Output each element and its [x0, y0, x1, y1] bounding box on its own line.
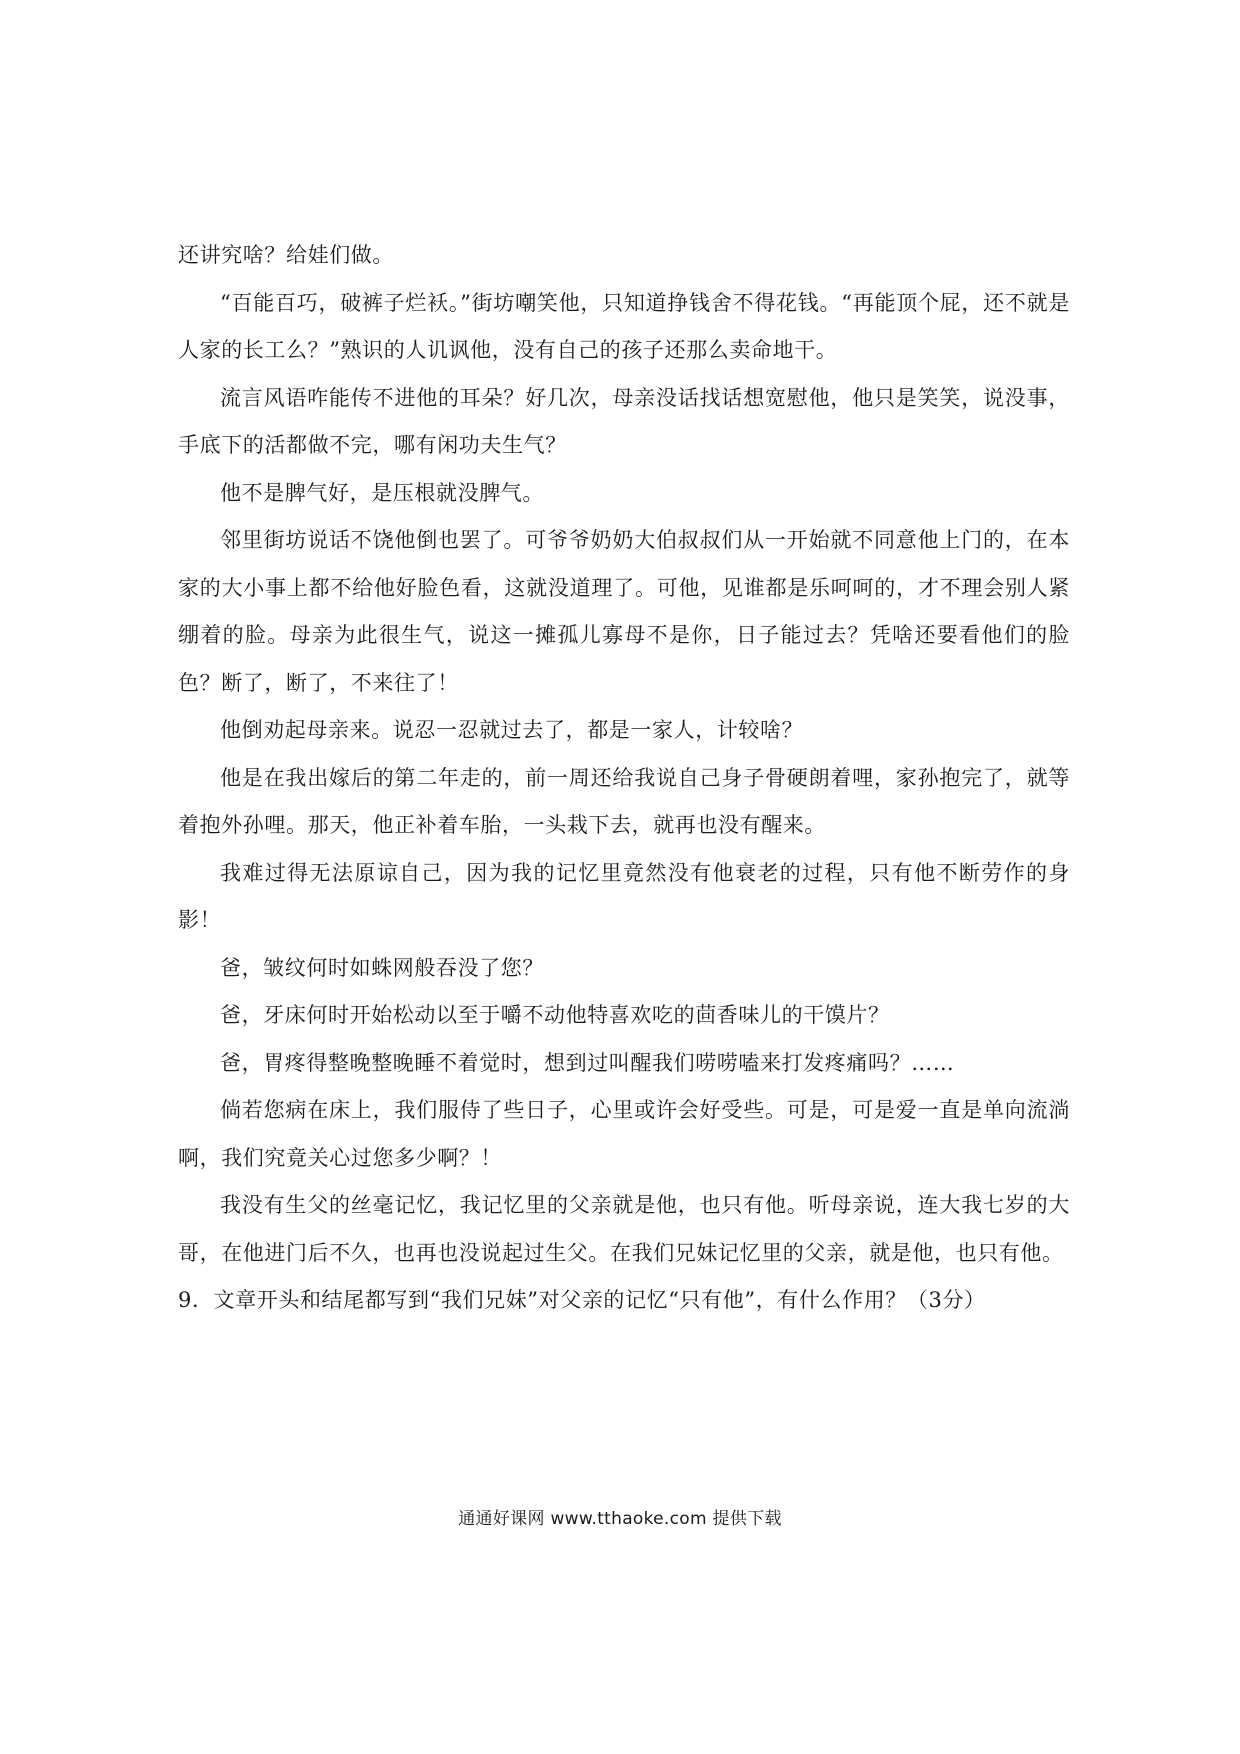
paragraph: 爸，皱纹何时如蛛网般吞没了您？ [220, 955, 544, 980]
article-body [178, 232, 1070, 1325]
paragraph: 他是在我出嫁后的第二年走的，前一周还给我说自己身子骨硬朗着哩，家孙抱完了，就等着抱外孙哩。那天，他正补着车胎，一头栽下去，就再也没有醒来。 [178, 765, 1070, 837]
paragraph: 我没有生父的丝毫记忆，我记忆里的父亲就是他，也只有他。听母亲说，连大我七岁的大哥，在他进门后不久，也再也没说起过生父。在我们兄妹记忆里的父亲，就是他，也只有他。 [178, 1193, 1070, 1265]
paragraph: 还讲究啥？给娃们做。 [178, 243, 394, 267]
paragraph: 他倒劝起母亲来。说忍一忍就过去了，都是一家人，计较啥？ [220, 718, 804, 742]
paragraph: 爸，牙床何时开始松动以至于嚼不动他特喜欢吃的茴香味儿的干馍片？ [220, 1003, 890, 1027]
paragraph: 邻里街坊说话不饶他倒也罢了。可爷爷奶奶大伯叔叔们从一开始就不同意他上门的，在本家的大小事上都不给他好脸色看，这就没道理了。可他，见谁都是乐呵呵的，才不理会别人紧绷着的脸。母亲为此很生气，说这一摊孤儿寡母不是你，日子能过去？凭啥还要看他们的脸色？断了，断了，不来往了！ [178, 528, 1070, 695]
paragraph: “百能百巧，破裤子烂袄。”街坊嘲笑他，只知道挣钱舍不得花钱。“再能顶个屁，还不就是人家的长工么？”熟识的人讥讽他，没有自己的孩子还那么卖命地干。 [178, 290, 1070, 362]
paragraph: 倘若您病在床上，我们服侍了些日子，心里或许会好受些。可是，可是爱一直是单向流淌啊，我们究竟关心过您多少啊？！ [178, 1098, 1070, 1170]
paragraph: 我难过得无法原谅自己，因为我的记忆里竟然没有他衰老的过程，只有他不断劳作的身影！ [178, 860, 1070, 932]
paragraph: 爸，胃疼得整晚整晚睡不着觉时，想到过叫醒我们唠唠嗑来打发疼痛吗？…… [220, 1050, 955, 1075]
page-footer: 通通好课网 www.tthaoke.com 提供下载 [458, 1509, 782, 1529]
paragraph: 流言风语咋能传不进他的耳朵？好几次，母亲没话找话想宽慰他，他只是笑笑，说没事，手底下的活都做不完，哪有闲功夫生气？ [178, 385, 1070, 457]
paragraph: 他不是脾气好，是压根就没脾气。 [220, 480, 544, 505]
question-9: 9．文章开头和结尾都写到“我们兄妹”对父亲的记忆“只有他”，有什么作用？（3分） [178, 1288, 986, 1312]
